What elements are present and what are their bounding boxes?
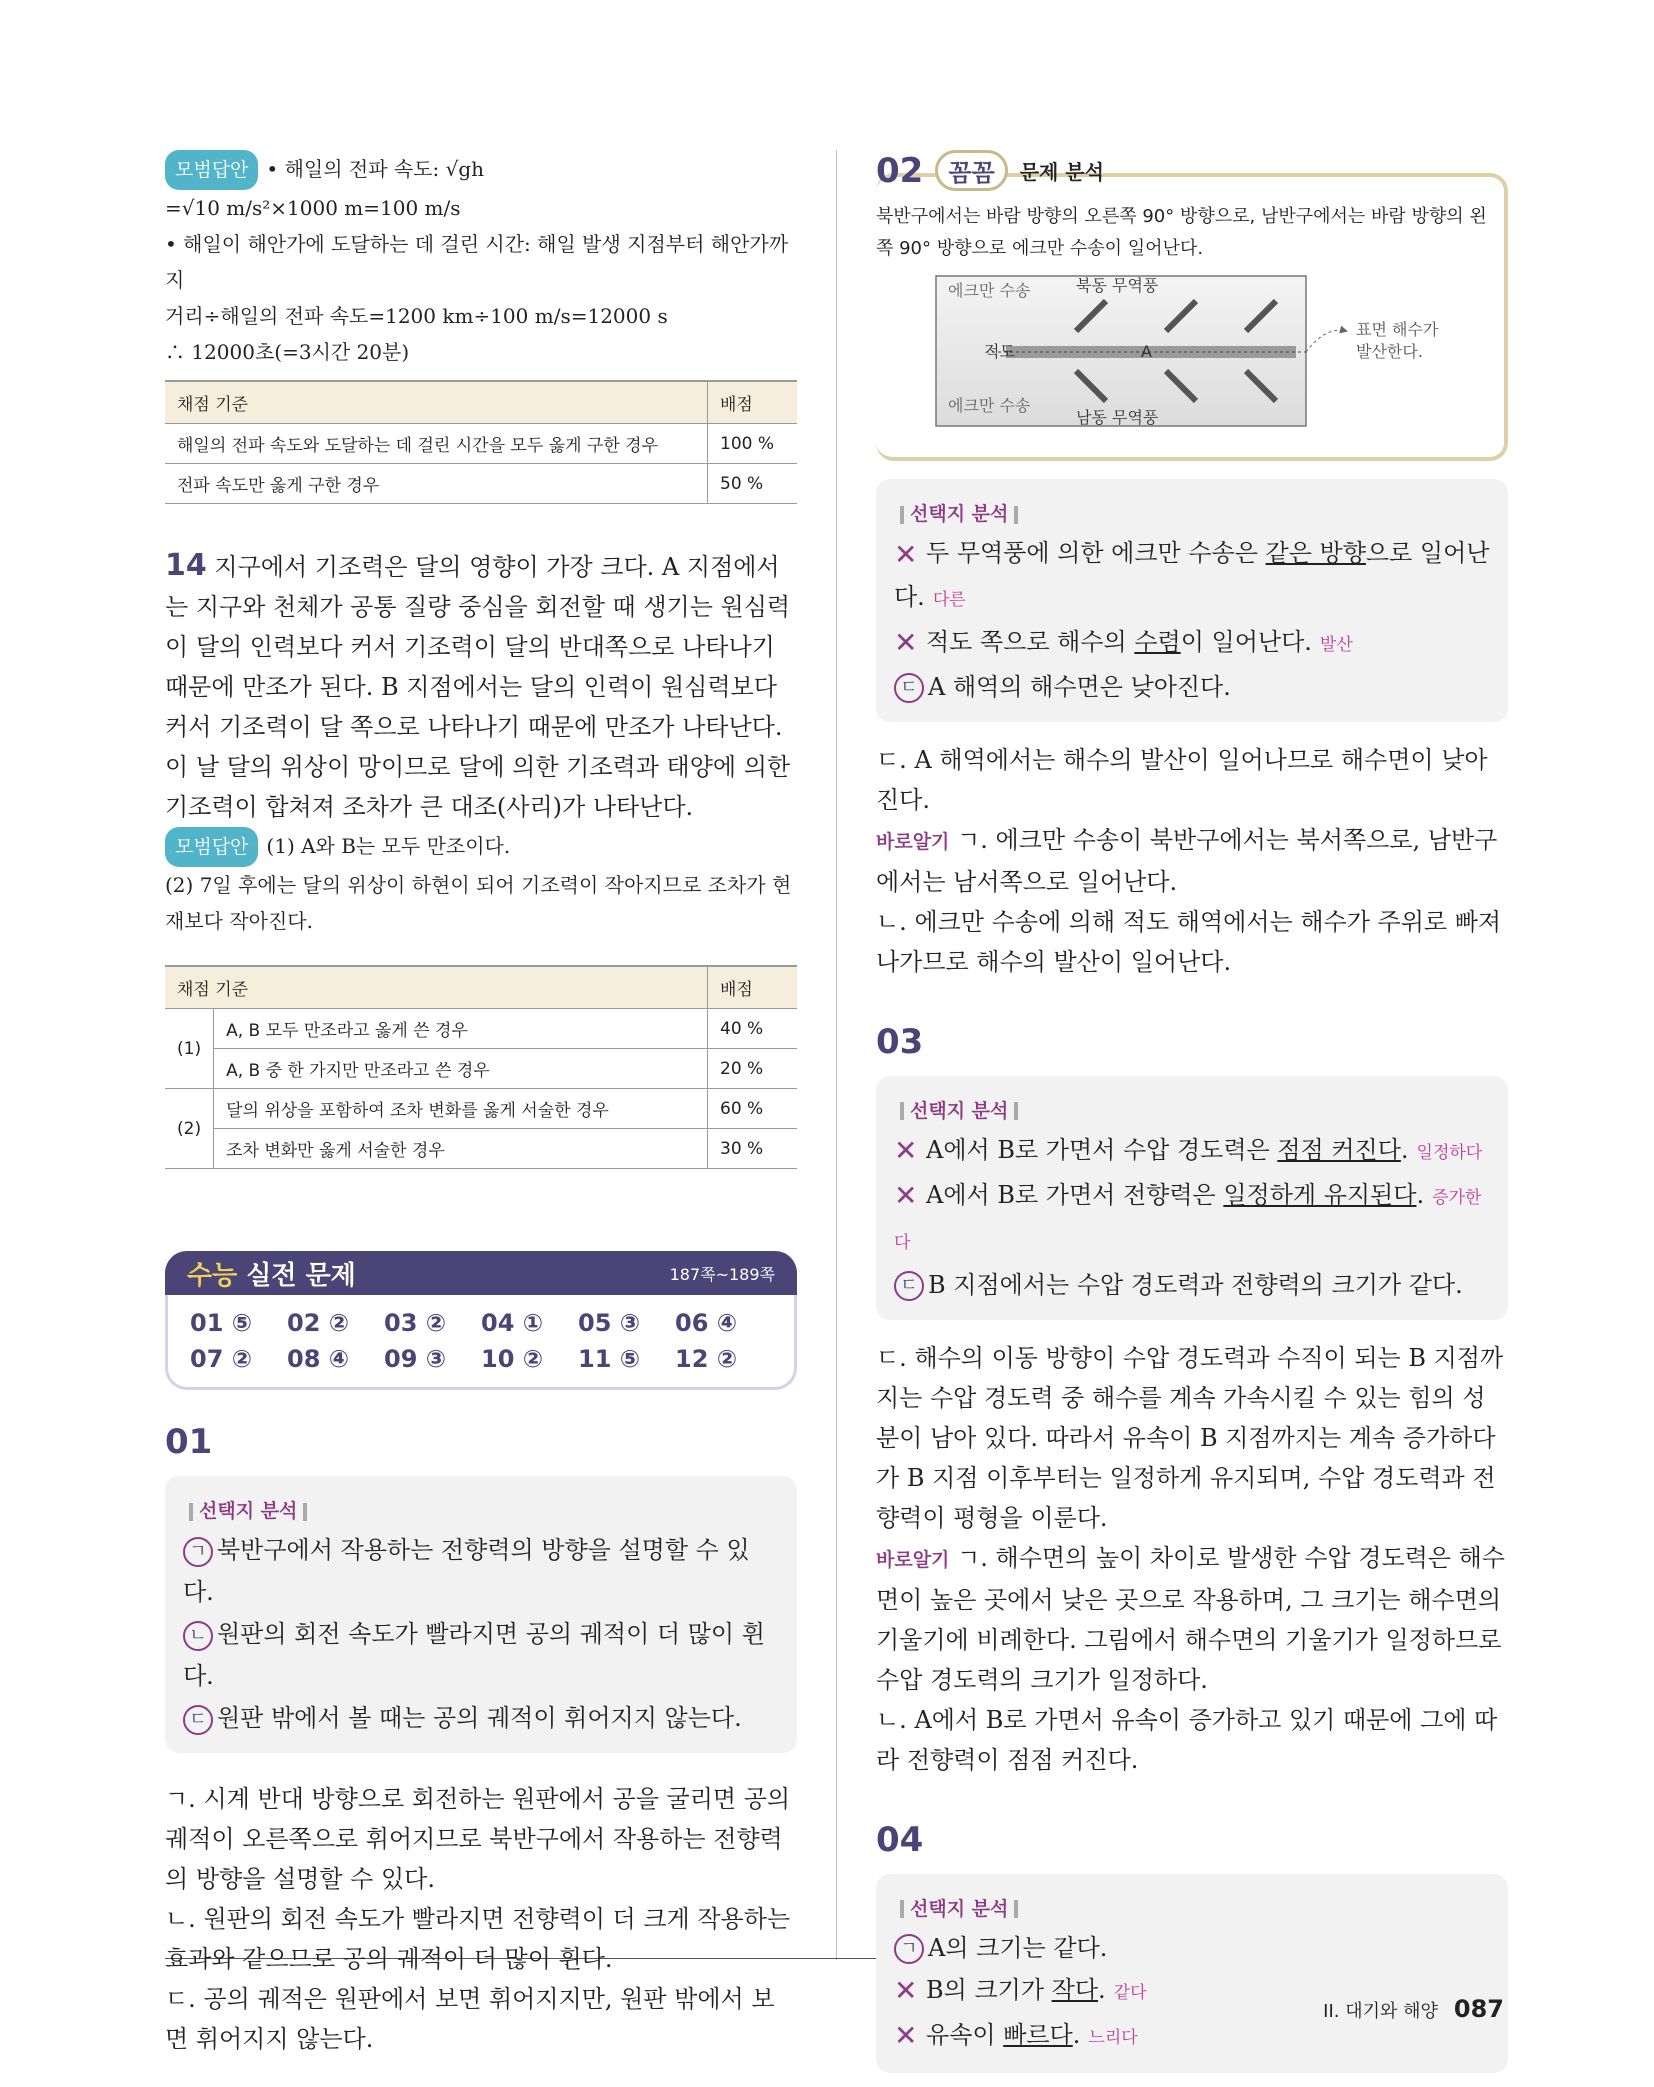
suneung-banner: 수능 실전 문제 187쪽~189쪽: [165, 1251, 797, 1295]
ekman-transport-figure: [876, 271, 1508, 441]
circle-mark-icon: ㄴ: [183, 1621, 213, 1651]
table-row: 전파 속도만 옳게 구한 경우 50 %: [165, 464, 797, 504]
svg-text:남동 무역풍: 남동 무역풍: [1076, 408, 1159, 427]
answer-item: 09 ③: [384, 1345, 447, 1373]
table-row: (2) 달의 위상을 포함하여 조차 변화를 옳게 서술한 경우 60 %: [165, 1089, 797, 1129]
q04-choice-box: 선택지 분석 ㄱ A의 크기는 같다. ✕ B의 크기가 작다. 같다 ✕ 유속이 빠르다. 느리다: [876, 1874, 1508, 2073]
answer-item: 02 ②: [287, 1309, 350, 1337]
answer-item: 12 ②: [675, 1345, 738, 1373]
page-footer: [1323, 1995, 1504, 2023]
x-mark-icon: ✕: [894, 2019, 918, 2052]
answer-grid: [165, 1295, 797, 1390]
circle-mark-icon: ㄷ: [894, 1271, 924, 1301]
q13-model-answer: 모범답안 • 해일의 전파 속도: √gh =√10 m/s²×1000 m=100 m/s • 해일이 해안가에 도달하는 데 걸린 시간: 해일 발생 지점부터 해안가까지 거리÷해일의 전파 속도=1200 km÷100 m/s=12000 s ∴ 12000초(=3시간 20분): [165, 150, 797, 370]
left-column: [165, 150, 797, 2059]
table-row: (1) A, B 모두 만조라고 옳게 쓴 경우 40 %: [165, 1009, 797, 1049]
table-row: 조차 변화만 옳게 서술한 경우 30 %: [165, 1129, 797, 1169]
question-number: 03: [876, 1021, 924, 1062]
svg-text:표면 해수가: 표면 해수가: [1356, 320, 1439, 339]
baro-label: 바로알기: [876, 1548, 950, 1571]
q02-choice-box: 선택지 분석 ✕ 두 무역풍에 의한 에크만 수송은 같은 방향으로 일어난다. 다른 ✕ 적도 쪽으로 해수의 수렴이 일어난다. 발산 ㄷ A 해역의 해수면은 낮아진다.: [876, 479, 1508, 722]
circle-mark-icon: ㄷ: [183, 1705, 213, 1735]
question-number: 04: [876, 1819, 924, 1860]
answer-item: 04 ①: [481, 1309, 544, 1337]
answer-item: 06 ④: [675, 1309, 738, 1337]
x-mark-icon: ✕: [894, 1134, 918, 1167]
model-answer-badge: 모범답안: [165, 150, 258, 190]
score-table-14: 채점 기준 배점 (1) A, B 모두 만조라고 옳게 쓴 경우 40 % A, B 중 한 가지만 만조라고 쓴 경우 20 % (2) 달의 위상을 포함하여 조차 변화를 옳게 서술한 경우 60 % 조차 변화만 옳게 서술한 경우 30 %: [165, 965, 797, 1169]
svg-text:적도: 적도: [984, 342, 1015, 361]
circle-mark-icon: ㄷ: [894, 673, 924, 703]
circle-mark-icon: ㄱ: [894, 1934, 924, 1964]
question-number: 14: [165, 548, 207, 583]
q03-choice-box: 선택지 분석 ✕ A에서 B로 가면서 수압 경도력은 점점 커진다. 일정하다 ✕ A에서 B로 가면서 전향력은 일정하게 유지된다. 증가한다 ㄷ B 지점에서는 수압 경도력과 전향력의 크기가 같다.: [876, 1076, 1508, 1320]
page-number: 087: [1453, 1995, 1504, 2023]
q01-choice-box: 선택지 분석 ㄱ 북반구에서 작용하는 전향력의 방향을 설명할 수 있다. ㄴ 원판의 회전 속도가 빨라지면 공의 궤적이 더 많이 휜다. ㄷ 원판 밖에서 볼 때는 공의 궤적이 휘어지지 않는다.: [165, 1476, 797, 1753]
q02-analysis: 02 꼼꼼 문제 분석 북반구에서는 바람 방향의 오른쪽 90° 방향으로, 남반구에서는 바람 방향의 왼쪽 90° 방향으로 에크만 수송이 일어난다. 에크만 수송 북동 무역풍 적도 A 에크만 수송 남동 무역풍 표면 해수가 발산한다.: [876, 150, 1508, 461]
svg-text:A: A: [1141, 342, 1152, 361]
answer-item: 07 ②: [190, 1345, 253, 1373]
answer-item: 03 ②: [384, 1309, 447, 1337]
circle-mark-icon: ㄱ: [183, 1537, 213, 1567]
svg-text:에크만 수송: 에크만 수송: [948, 281, 1031, 300]
x-mark-icon: ✕: [894, 1974, 918, 2007]
q14-explanation: 14 지구에서 기조력은 달의 영향이 가장 크다. A 지점에서는 지구와 천체가 공통 질량 중심을 회전할 때 생기는 원심력이 달의 인력보다 커서 기조력이 달의 반대쪽으로 나타나기 때문에 만조가 된다. B 지점에서는 달의 인력이 원심력보다 커서 기조력이 달 쪽으로 나타나기 때문에 만조가 나타난다. 이 날 달의 위상이 망이므로 달에 의한 기조력과 태양에 의한 기조력이 합쳐져 조차가 큰 대조(사리)가 나타난다.: [165, 548, 791, 821]
svg-text:에크만 수송: 에크만 수송: [948, 396, 1031, 415]
answer-item: 01 ⑤: [190, 1309, 253, 1337]
table-row: A, B 중 한 가지만 만조라고 쓴 경우 20 %: [165, 1049, 797, 1089]
analysis-frame: 북반구에서는 바람 방향의 오른쪽 90° 방향으로, 남반구에서는 바람 방향의 왼쪽 90° 방향으로 에크만 수송이 일어난다. 에크만 수송 북동 무역풍 적도 A 에크만 수송 남동 무역풍 표면 해수가 발산한다.: [876, 173, 1508, 461]
answer-item: 10 ②: [481, 1345, 544, 1373]
x-mark-icon: ✕: [894, 626, 918, 659]
question-number: 02: [876, 150, 924, 191]
suneung-answers-panel: [165, 1251, 797, 1390]
x-mark-icon: ✕: [894, 1179, 918, 1212]
svg-text:북동 무역풍: 북동 무역풍: [1076, 276, 1159, 295]
right-column: [876, 150, 1508, 2073]
baro-label: 바로알기: [876, 830, 950, 853]
svg-text:발산한다.: 발산한다.: [1356, 342, 1423, 361]
tip-badge: 꼼꼼: [935, 150, 1007, 191]
answer-item: 05 ③: [578, 1309, 641, 1337]
q03-explanation: ㄷ. 해수의 이동 방향이 수압 경도력과 수직이 되는 B 지점까지는 수압 경도력 중 해수를 계속 가속시킬 수 있는 힘의 성분이 남아 있다. 따라서 유속이 B 지점까지는 계속 증가하다가 B 지점 이후부터는 일정하게 유지되며, 수압 경도력과 전향력이 평형을 이룬다. 바로알기 ㄱ. 해수면의 높이 차이로 발생한 수압 경도력은 해수면이 높은 곳에서 낮은 곳으로 작용하며, 그 크기는 해수면의 기울기에 비례한다. 그림에서 해수면의 기울기가 일정하므로 수압 경도력의 크기가 일정하다. ㄴ. A에서 B로 가면서 유속이 증가하고 있기 때문에 그에 따라 전향력이 점점 커진다.: [876, 1343, 1505, 1774]
chapter-label: II. 대기와 해양: [1323, 2001, 1438, 2022]
answer-item: 11 ⑤: [578, 1345, 641, 1373]
q02-explanation: ㄷ. A 해역에서는 해수의 발산이 일어나므로 해수면이 낮아진다. 바로알기 ㄱ. 에크만 수송이 북반구에서는 북서쪽으로, 남반구에서는 남서쪽으로 일어난다. ㄴ. 에크만 수송에 의해 적도 해역에서는 해수가 주위로 빠져나가므로 해수의 발산이 일어난다.: [876, 745, 1502, 976]
question-number: 01: [165, 1422, 213, 1462]
q14-model-answer: 모범답안 (1) A와 B는 모두 만조이다. (2) 7일 후에는 달의 위상이 하현이 되어 기조력이 작아지므로 조차가 현재보다 작아진다.: [165, 827, 797, 939]
column-divider: [836, 150, 837, 1960]
table-row: 해일의 전파 속도와 도달하는 데 걸린 시간을 모두 옳게 구한 경우 100 %: [165, 424, 797, 464]
answer-item: 08 ④: [287, 1345, 350, 1373]
x-mark-icon: ✕: [894, 537, 918, 571]
q01-explanation: ㄱ. 시계 반대 방향으로 회전하는 원판에서 공을 굴리면 공의 궤적이 오른쪽으로 휘어지므로 북반구에서 작용하는 전향력의 방향을 설명할 수 있다. ㄴ. 원판의 회전 속도가 빨라지면 전향력이 더 크게 작용하는 효과와 같으므로 공의 궤적이 더 많이 휜다. ㄷ. 공의 궤적은 원판에서 보면 휘어지지만, 원판 밖에서 보면 휘어지지 않는다.: [165, 1785, 791, 2053]
model-answer-badge: 모범답안: [165, 827, 258, 867]
score-table-13: 채점 기준 배점 해일의 전파 속도와 도달하는 데 걸린 시간을 모두 옳게 구한 경우 100 % 전파 속도만 옳게 구한 경우 50 %: [165, 380, 797, 504]
